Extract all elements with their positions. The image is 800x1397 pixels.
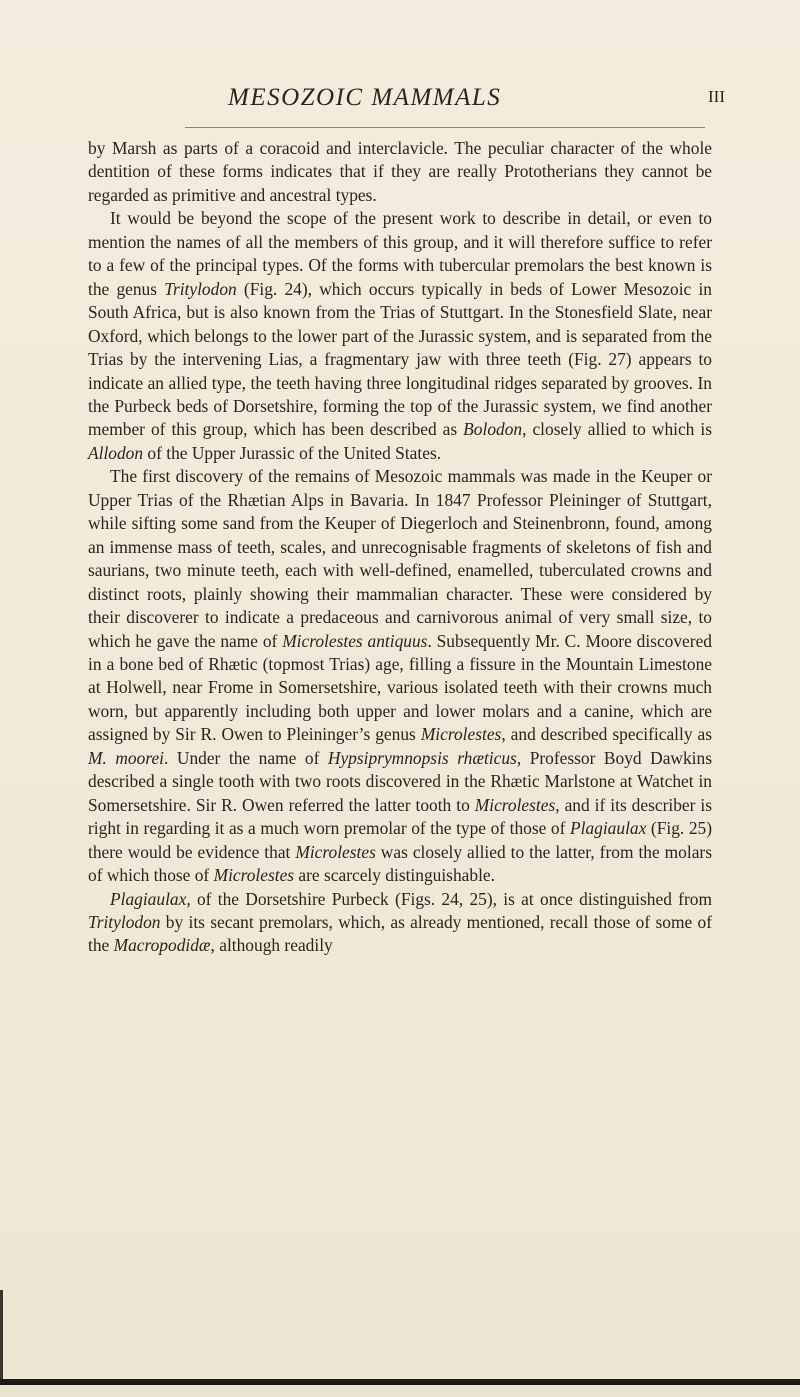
text-run: . Under the name of: [164, 747, 328, 768]
text-run: , Professor Boyd Dawkins described a single tooth with two roots discovered in the Rhætic Marlstone at Watchet in Somersetshire. Sir R. Owen referred the latter tooth to: [88, 747, 712, 815]
text-run: , although readily: [210, 935, 333, 956]
text-run: , and if its describer is right in regarding it as a much worn premolar of the type of those of: [88, 794, 712, 839]
header-rule: [185, 127, 705, 128]
text-run: The first discovery of the remains of Mesozoic mammals was made in the Keuper or Upper Trias of the Rhætian Alps in Bavaria. In 1847 Professor Pleininger of Stuttgart, while sifting some sand from the Keuper of Diegerloch and Steinenbronn, found, among an immense mass of teeth, scales, and unrecognisable fragments of skeletons of fish and saurians, two minute teeth, each with well-defined, enamelled, tuberculated crowns and distinct roots, plainly showing their mammalian character. These were considered by their discoverer to indicate a predaceous and carnivorous animal of very small size, to which he gave the name of: [88, 466, 712, 651]
text-run: . Subsequently Mr. C. Moore discovered in a bone bed of Rhætic (topmost Trias) age, filling a fissure in the Mountain Limestone at Holwell, near Frome in Somersetshire, various isolated teeth with their crowns much worn, but apparently including both upper and lower molars and a canine, which are assigned by Sir R. Owen to Pleininger’s genus: [88, 630, 712, 745]
body-text: [88, 137, 712, 958]
text-run: are scarcely distinguishable.: [294, 865, 495, 886]
paragraph-4: [88, 888, 712, 958]
running-head: MESOZOIC MAMMALS: [228, 84, 502, 111]
text-run: It would be beyond the scope of the present work to describe in detail, or even to mention the names of all the members of this group, and it will therefore suffice to refer to a few of the principal types. Of the forms with tubercular premolars the best known is the genus: [88, 208, 712, 299]
page-header: [0, 84, 800, 114]
text-run: (Fig. 25) there would be evidence that: [88, 818, 712, 862]
text-run: was closely allied to the latter, from the molars of which those of: [88, 841, 712, 886]
italic-term: Microlestes: [420, 724, 502, 745]
text-run: , of the Dorsetshire Purbeck (Figs. 24, 25), is at once distinguished from: [186, 888, 712, 909]
bottom-strip: [0, 1385, 800, 1397]
italic-term: Macropodidæ: [113, 935, 211, 956]
paragraph-1: [88, 137, 712, 207]
italic-term: Hypsiprymnopsis rhæticus: [327, 747, 517, 768]
italic-term: Tritylodon: [88, 911, 161, 932]
text-run: by its secant premolars, which, as already mentioned, recall those of some of the: [88, 911, 712, 956]
italic-term: Microlestes: [295, 841, 376, 862]
italic-term: Plagiaulax: [110, 888, 187, 909]
binding-edge: [0, 1290, 3, 1385]
italic-term: Microlestes: [213, 865, 295, 886]
italic-term: Bolodon: [463, 419, 523, 440]
italic-term: M. moorei: [88, 747, 164, 768]
italic-term: Plagiaulax: [570, 818, 647, 839]
italic-term: Microlestes antiquus: [282, 630, 428, 651]
text-run: of the Upper Jurassic of the United States.: [143, 442, 442, 463]
italic-term: Tritylodon: [164, 278, 237, 299]
paragraph-3: [88, 465, 712, 887]
text-run: by Marsh as parts of a coracoid and interclavicle. The peculiar character of the whole dentition of these forms indicates that if they are really Prototherians they cannot be regarded as primitive and ancestral types.: [88, 138, 712, 205]
italic-term: Microlestes: [474, 794, 556, 815]
text-run: , closely allied to which is: [522, 419, 712, 440]
page-number: III: [708, 87, 725, 106]
text-run: , and described specifically as: [501, 724, 712, 745]
text-run: (Fig. 24), which occurs typically in beds of Lower Mesozoic in South Africa, but is also known from the Trias of Stuttgart. In the Stonesfield Slate, near Oxford, which belongs to the lower part of the Jurassic system, and is separated from the Trias by the intervening Lias, a fragmentary jaw with three teeth (Fig. 27) appears to indicate an allied type, the teeth having three longitudinal ridges separated by grooves. In the Purbeck beds of Dorsetshire, forming the top of the Jurassic system, we find another member of this group, which has been described as: [88, 278, 713, 440]
paragraph-2: [88, 207, 712, 465]
italic-term: Allodon: [88, 442, 144, 463]
